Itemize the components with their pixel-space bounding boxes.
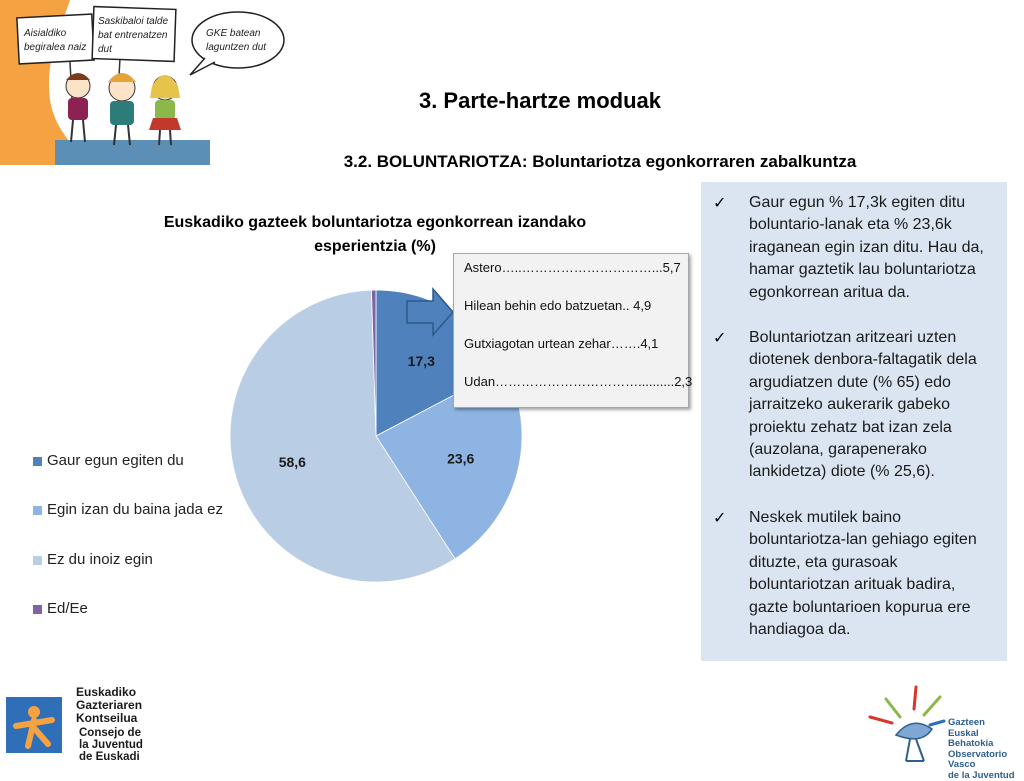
checkmark-icon: ✓: [713, 192, 749, 304]
bubble-1-line-1: Aisialdiko: [23, 28, 67, 39]
frequency-line-weekly: Astero…..…………………………...5,7: [464, 260, 688, 298]
legend-label: Ed/Ee: [47, 600, 88, 617]
legend-swatch: [33, 605, 42, 614]
bullet-text: Gaur egun % 17,3k egiten ditu boluntario-lanak eta % 23,6k iraganean egin izan ditu. Hau da, hamar gaztetik lau boluntariotza egonkorrean aritua da.: [749, 192, 997, 304]
legend-item: [33, 551, 233, 600]
bubble-3-line-1: GKE batean: [206, 28, 261, 39]
chart-title-line-1: Euskadiko gazteek boluntariotza egonkorrean izandako: [120, 211, 630, 235]
bullet-item: [713, 327, 997, 484]
speech-bubble-3: [190, 12, 284, 75]
legend-label: Ez du inoiz egin: [47, 551, 153, 568]
left-logo-text-es: [79, 727, 143, 763]
bullet-text: Neskek mutilek baino boluntariotza-lan gehiago egiten dituzte, eta gurasoak boluntariotzan arituak badira, gazte boluntarioen kopurua ere handiagoa da.: [749, 507, 997, 641]
bubble-2-line-2: bat entrenatzen: [98, 30, 168, 41]
kids-illustration: [0, 0, 290, 165]
gazteen-behatokia-logo: [866, 683, 946, 767]
right-logo-text: [948, 718, 1024, 781]
chart-title: [120, 211, 630, 259]
chart-title-line-2: esperientzia (%): [120, 235, 630, 259]
legend-swatch: [33, 506, 42, 515]
frequency-callout: [453, 253, 689, 408]
legend-swatch: [33, 457, 42, 466]
legend-swatch: [33, 556, 42, 565]
svg-text:Aisialdiko: [23, 28, 67, 39]
data-label-2: 58,6: [279, 454, 306, 470]
legend-label: Egin izan du baina jada ez: [47, 501, 223, 518]
arrow-icon: [403, 286, 458, 338]
svg-text:laguntzen dut: [206, 42, 267, 53]
bullet-text: Boluntariotzan aritzeari uzten diotenek denbora-faltagatik dela argudiatzen dute (% 65) edo jarraitzeko aukerarik gabeko proiektu zehatz bat izan zela (auzolana, garapenerako lankidetza) diote (% 25,6).: [749, 327, 997, 484]
data-label-1: 23,6: [447, 450, 474, 466]
kid-figure-2: [108, 73, 136, 145]
data-label-0: 17,3: [408, 353, 435, 369]
page-title: 3. Parte-hartze moduak: [320, 88, 760, 114]
chart-legend: [33, 452, 233, 649]
checkmark-icon: ✓: [713, 327, 749, 484]
svg-text:bat entrenatzen: [98, 30, 168, 41]
left-logo-line: Kontseilua: [76, 712, 142, 725]
left-logo-line: la Juventud: [79, 739, 143, 751]
legend-item: [33, 600, 233, 649]
left-logo-text-eu: [76, 686, 142, 725]
left-logo-line: Euskadiko: [76, 686, 142, 699]
left-logo-line: Gazteriaren: [76, 699, 142, 712]
bubble-2-line-3: dut: [98, 44, 113, 55]
svg-text:begiralea naiz: [24, 42, 86, 53]
bubble-2-line-1: Saskibaloi talde: [98, 16, 168, 27]
right-logo-line: de la Juventud: [948, 771, 1024, 781]
left-logo-line: de Euskadi: [79, 751, 143, 763]
left-logo-line: Consejo de: [79, 727, 143, 739]
legend-item: [33, 452, 233, 501]
checkmark-icon: ✓: [713, 507, 749, 641]
right-logo-line: Observatorio Vasco: [948, 750, 1024, 771]
svg-text:Saskibaloi talde: [98, 16, 168, 27]
kid-figure-1: [66, 73, 90, 142]
legend-label: Gaur egun egiten du: [47, 452, 184, 469]
bubble-1-line-2: begiralea naiz: [24, 42, 86, 53]
ground-strip: [55, 140, 210, 165]
findings-panel: [701, 182, 1007, 661]
frequency-line-monthly: Hilean behin edo batzuetan.. 4,9: [464, 298, 688, 336]
right-logo-line: Euskal Behatokia: [948, 729, 1024, 750]
svg-text:GKE batean: [206, 28, 261, 39]
section-title: 3.2. BOLUNTARIOTZA: Boluntariotza egonkorraren zabalkuntza: [230, 152, 970, 172]
legend-item: [33, 501, 233, 550]
bullet-item: [713, 192, 997, 304]
kid-figure-3: [149, 75, 181, 145]
svg-text:dut: [98, 44, 113, 55]
bullet-item: [713, 507, 997, 641]
frequency-line-yearly: Gutxiagotan urtean zehar…….4,1: [464, 336, 688, 374]
right-logo-line: Gazteen: [948, 718, 1024, 729]
bubble-3-line-2: laguntzen dut: [206, 42, 267, 53]
frequency-line-summer: Udan……………………………..........2,3: [464, 374, 688, 412]
